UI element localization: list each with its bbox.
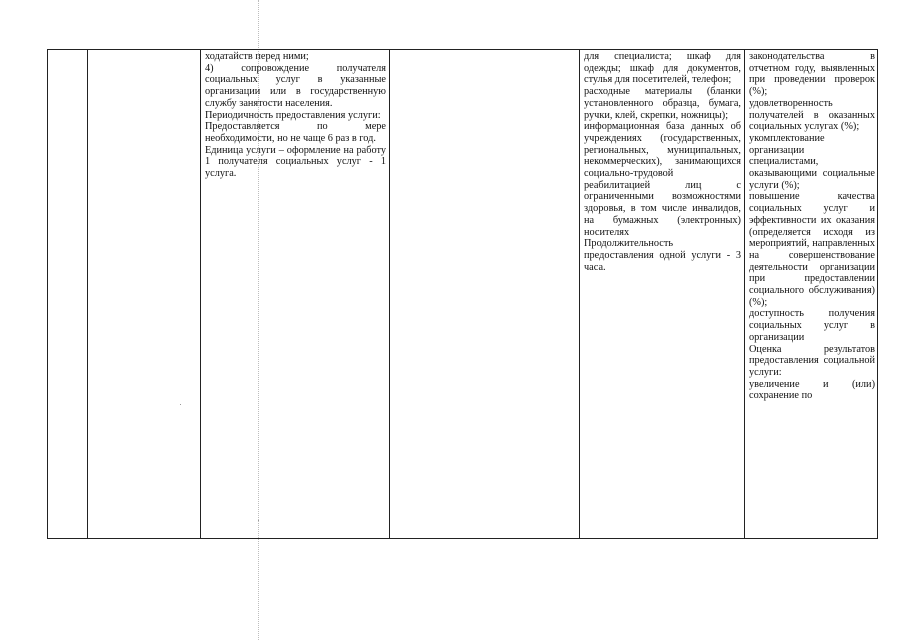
text-line: законодательства в отчетном году, выявленных при проведении проверок (%); <box>749 51 875 98</box>
table-cell-conditions <box>580 50 745 539</box>
services-table <box>47 49 878 539</box>
text-line: 4) сопровождение получателя социальных услуг в указанные организации или в государственную службу занятости населения. <box>205 62 386 109</box>
text-line: Оценка результатов предоставления социальной услуги: <box>749 343 875 378</box>
quality-indicators-text <box>745 50 877 402</box>
table-row <box>48 50 878 539</box>
text-line: Продолжительность предоставления одной услуги - 3 часа. <box>584 238 741 273</box>
table-cell-service-name <box>88 50 201 539</box>
text-line: Предоставляется по мере необходимости, но не чаще 6 раз в год. <box>205 121 386 144</box>
text-line: Единица услуги – оформление на работу 1 получателя социальных услуг - 1 услуга. <box>205 144 386 180</box>
text-line: доступность получения социальных услуг в организации <box>749 308 875 343</box>
text-line: повышение качества социальных услуг и эффективности их оказания (определяется исходя из мероприятий, направленных на совершенствование деятельности организации при предоставлении социального обслуживания) (%); <box>749 191 875 308</box>
table-cell-empty <box>390 50 580 539</box>
text-line: укомплектование организации специалистами, оказывающими социальные услуги (%); <box>749 132 875 191</box>
text-line: информационная база данных об учреждениях (государственных, региональных, муниципальных, некоммерческих), занимающихся социально-трудовой реабилитацией лиц с ограниченными возможностями здоровья, в том числе инвалидов, на бумажных (электронных) носителях <box>584 121 741 238</box>
conditions-text <box>580 50 744 273</box>
text-line: для специалиста; шкаф для одежды; шкаф для документов, стулья для посетителей, телефон; <box>584 51 741 86</box>
text-line: увеличение и (или) сохранение по <box>749 378 875 402</box>
table-cell-service-description <box>201 50 390 539</box>
text-line: Периодичность предоставления услуги: <box>205 109 381 121</box>
table-cell-number <box>48 50 88 539</box>
text-line: расходные материалы (бланки установленного образца, бумага, ручки, клей, скрепки, ножницы); <box>584 86 741 121</box>
text-line: удовлетворенность получателей в оказанных социальных услугах (%); <box>749 97 875 133</box>
table-cell-quality-indicators <box>745 50 878 539</box>
service-description-text <box>201 50 389 180</box>
text-line: ходатайств перед ними; <box>205 51 309 62</box>
